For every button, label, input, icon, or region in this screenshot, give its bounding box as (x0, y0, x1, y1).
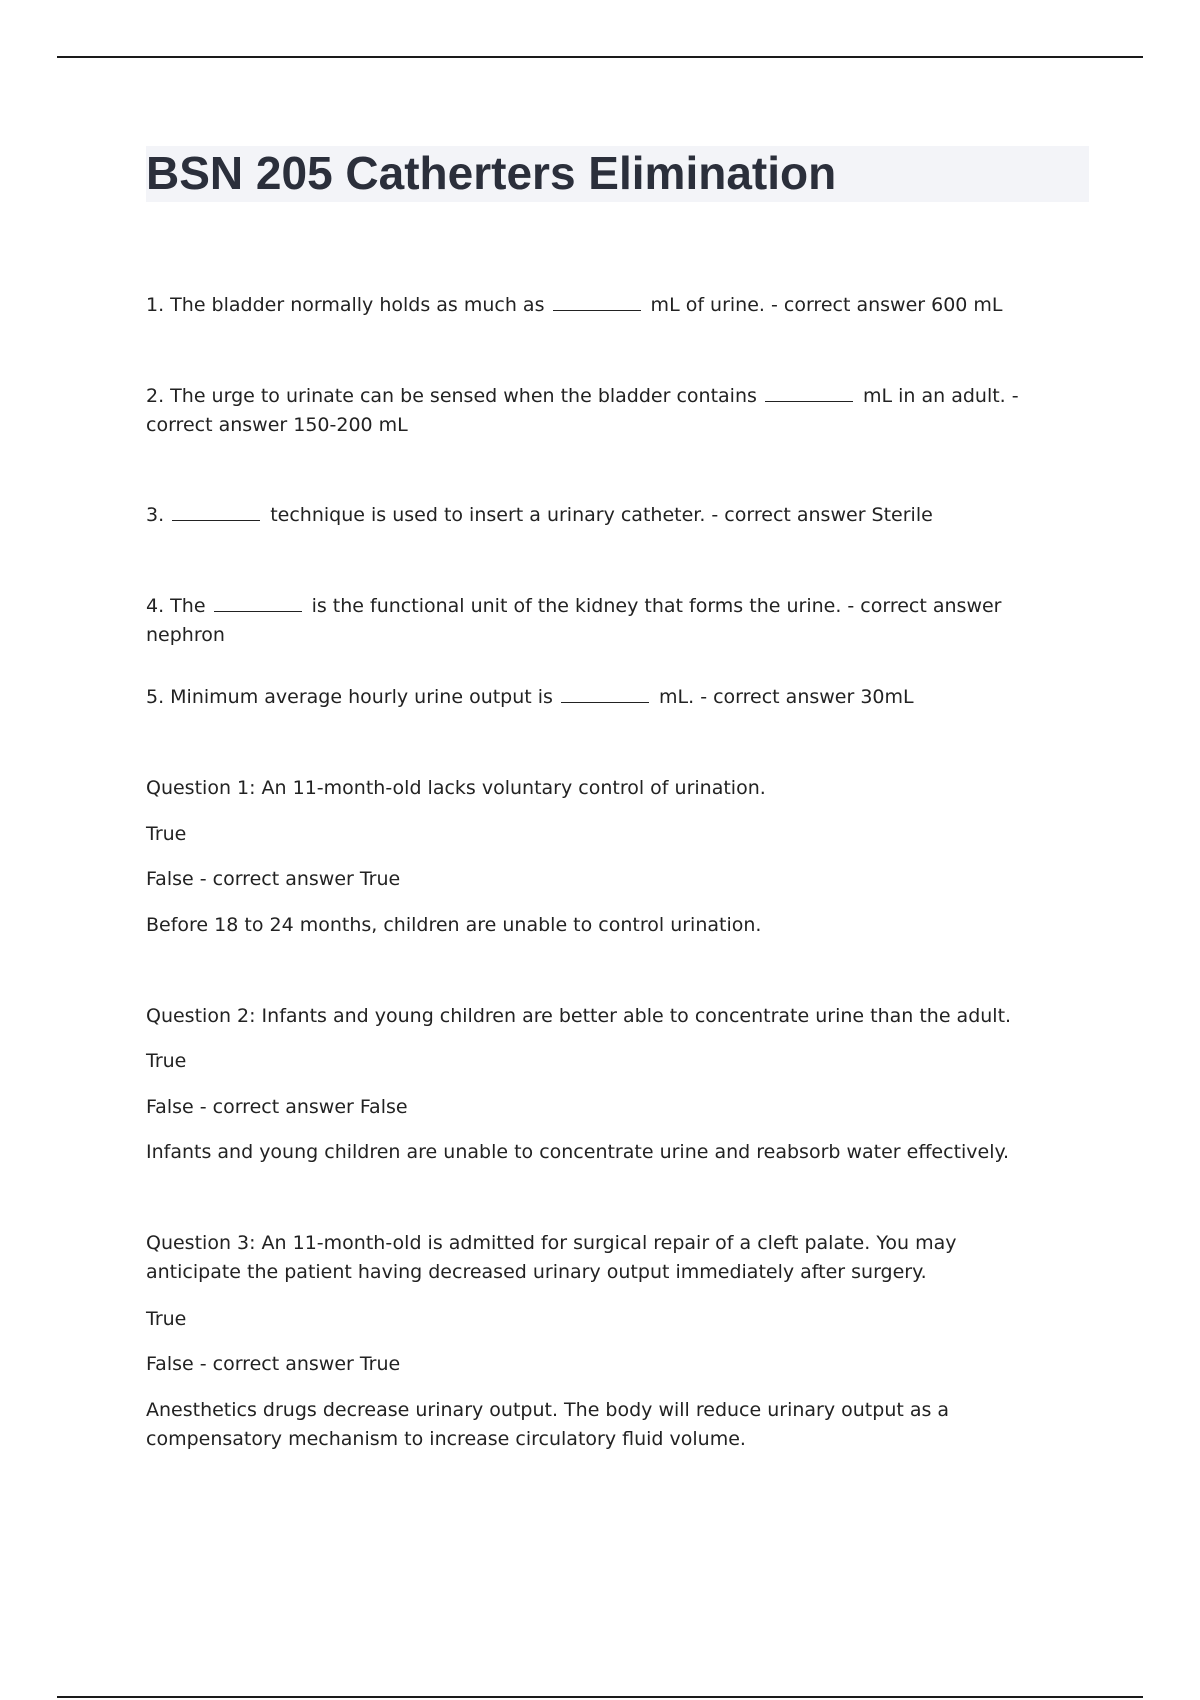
question-2-option-false: False - correct answer False (146, 1096, 408, 1118)
question-1-option-false: False - correct answer True (146, 868, 401, 890)
fill-item-answer: mL of urine. - correct answer 600 mL (644, 294, 1003, 316)
fill-item-text: 2. The urge to urinate can be sensed when the bladder contains (146, 385, 763, 407)
question-3-option-false: False - correct answer True (146, 1353, 401, 1375)
fill-item-2 (146, 382, 1046, 440)
fill-item-answer: is the functional unit of the kidney that forms the urine. - correct answer nephron (146, 595, 1002, 646)
question-1-rationale: Before 18 to 24 months, children are unable to control urination. (146, 914, 762, 936)
fill-item-answer: technique is used to insert a urinary catheter. - correct answer Sterile (264, 504, 933, 526)
fill-item-text: 5. Minimum average hourly urine output is (146, 686, 559, 708)
question-2-option-true: True (146, 1050, 187, 1072)
top-rule (57, 56, 1143, 58)
fill-item-1 (146, 291, 1046, 320)
fill-item-text: 1. The bladder normally holds as much as (146, 294, 551, 316)
document-title: BSN 205 Catherters Elimination (146, 147, 837, 199)
fill-item-answer: mL. - correct answer 30mL (653, 686, 914, 708)
bottom-rule (57, 1696, 1143, 1698)
answer-blank (561, 684, 649, 703)
question-1-prompt: Question 1: An 11-month-old lacks voluntary control of urination. (146, 777, 766, 799)
answer-blank (765, 383, 853, 402)
fill-item-text: 3. (146, 504, 171, 526)
question-1-option-true: True (146, 823, 187, 845)
fill-item-5 (146, 683, 1046, 712)
fill-item-4 (146, 592, 1046, 650)
answer-blank (553, 292, 641, 311)
question-2-rationale: Infants and young children are unable to concentrate urine and reabsorb water effectively. (146, 1141, 1010, 1163)
question-3-option-true: True (146, 1308, 187, 1330)
fill-item-text: 4. The (146, 595, 212, 617)
question-3-prompt: Question 3: An 11-month-old is admitted for surgical repair of a cleft palate. You may anticipate the patient having decreased urinary output immediately after surgery. (146, 1232, 957, 1283)
fill-item-3 (146, 501, 1046, 530)
answer-blank (172, 502, 260, 521)
fill-item-answer: mL in an adult. - correct answer 150-200 mL (146, 385, 1019, 436)
answer-blank (214, 593, 302, 612)
question-3-rationale: Anesthetics drugs decrease urinary output. The body will reduce urinary output as a compensatory mechanism to increase circulatory fluid volume. (146, 1399, 950, 1450)
question-2-prompt: Question 2: Infants and young children are better able to concentrate urine than the adult. (146, 1005, 1012, 1027)
